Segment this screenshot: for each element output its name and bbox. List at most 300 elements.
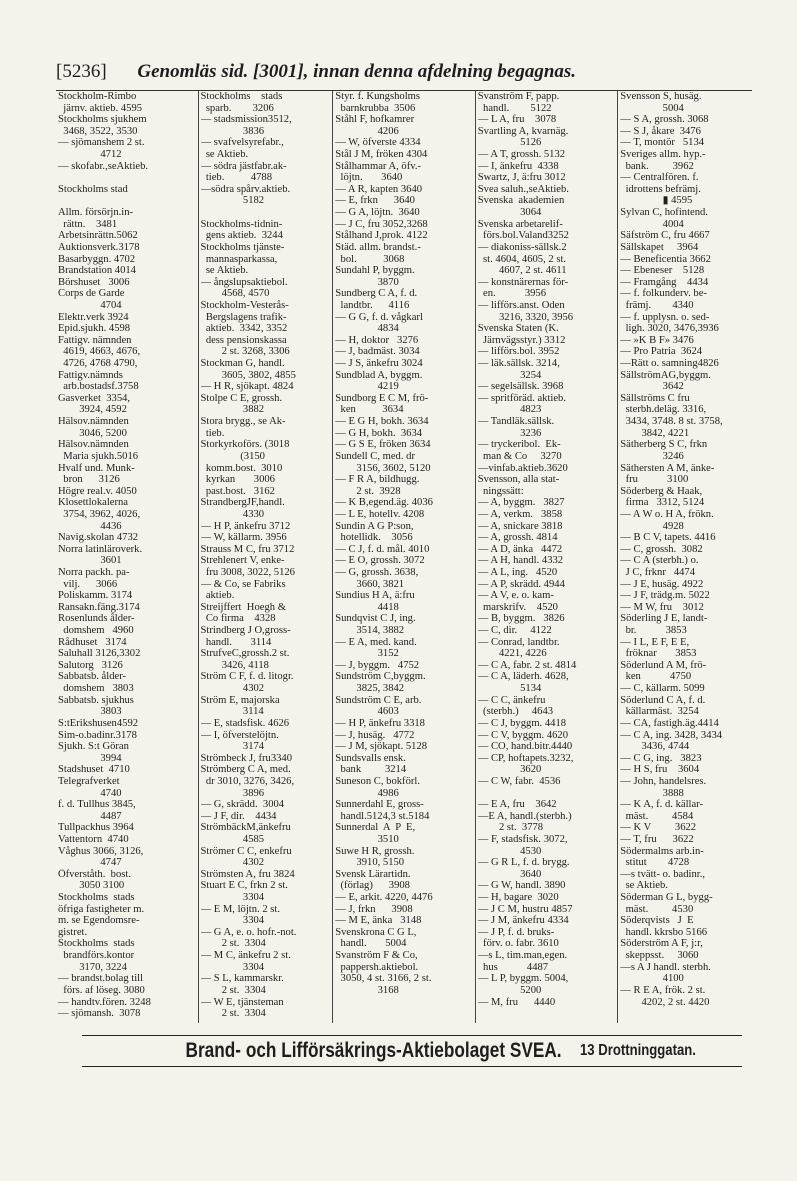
directory-entry-line: tieb. 4788 — [200, 172, 273, 184]
directory-entry-line: Strindberg J O,gross- — [200, 625, 291, 637]
directory-entry-line: Sätherberg S C, frkn — [620, 439, 708, 451]
directory-entry-line: Sundberg C A, f. d. — [335, 288, 418, 300]
directory-entry-line: komm.bost. 3010 — [200, 462, 283, 474]
directory-entry-line: — lifförs.anst. Oden — [477, 299, 565, 311]
directory-entry-line: — C, källarm. 5099 — [620, 683, 705, 695]
directory-entry-line: — skofabr.,seAktieb. — [58, 160, 149, 172]
directory-entry-line: handl. kkrsbo 5166 — [620, 926, 708, 938]
directory-entry-line: Stålhammar A, öfv.- — [335, 160, 422, 172]
directory-column-5 — [618, 91, 752, 1023]
directory-entry-line: mannasparkassa, — [200, 253, 278, 265]
directory-entry-line: 4530 — [477, 845, 542, 857]
directory-entry-line: — A P, skrädd. 4944 — [477, 578, 565, 590]
directory-entry-line: skeppsst. 3060 — [620, 950, 699, 962]
directory-entry-line: Svenskrona C G L, — [335, 926, 417, 938]
directory-entry-line: 3170, 3224 — [58, 961, 127, 973]
directory-entry-line: — sjömansh. 3078 — [58, 1008, 141, 1020]
directory-entry-line: domshem 3803 — [58, 683, 134, 695]
directory-entry-line: 3174 — [200, 741, 265, 753]
directory-entry-line: Navig.skolan 4732 — [58, 532, 139, 544]
directory-column-3 — [333, 91, 476, 1023]
directory-entry-line: marskrifv. 4520 — [477, 601, 558, 613]
directory-entry-line: hus 4487 — [477, 961, 549, 973]
directory-entry-line: — G W, handl. 3890 — [477, 880, 566, 892]
directory-entry-line: — A D, änka 4472 — [477, 543, 563, 555]
directory-entry-line: arb.bostadsf.3758 — [58, 381, 139, 393]
directory-entry-line: Sundin A G P:son, — [335, 520, 414, 532]
directory-entry-line: 3304 — [200, 961, 265, 973]
directory-column-4 — [476, 91, 619, 1023]
directory-entry-line: löjtn. 3640 — [335, 172, 403, 184]
directory-entry-line: — G, grossh. 3638, — [335, 566, 419, 578]
directory-entry-line: Svenska arbetarelif- — [477, 218, 563, 230]
directory-entry-line: Söderlund A M, frö- — [620, 659, 707, 671]
directory-entry-line: 3510 — [335, 834, 399, 845]
directory-entry-line: — C G, ing. 3823 — [620, 752, 702, 764]
directory-entry-line: brandförs.kontor — [58, 950, 135, 962]
directory-entry-line: 3050, 4 st. 3166, 2 st. — [335, 973, 432, 985]
directory-entry-line: 4747 — [58, 857, 122, 869]
directory-entry-line: 3888 — [620, 787, 684, 799]
directory-entry-line: — W, öfverste 4334 — [335, 137, 421, 149]
directory-entry-line: 3601 — [58, 555, 122, 567]
directory-entry-line: Co firma 4328 — [200, 613, 276, 625]
directory-entry-line: ken 3634 — [335, 404, 404, 416]
directory-entry-line: — H, bagare 3020 — [477, 892, 559, 904]
directory-entry-line: 2 st. 3928 — [335, 485, 401, 497]
directory-entry-line: st. 4604, 4605, 2 st. — [477, 253, 567, 265]
directory-entry-line: — A, grossh. 4814 — [477, 532, 558, 544]
directory-entry-line: fru 3100 — [620, 474, 689, 486]
directory-entry-line: — H R, sjökapt. 4824 — [200, 381, 294, 393]
directory-entry-line: Sundström C E, arb. — [335, 694, 422, 706]
directory-entry-line: — ångslupsaktiebol. — [200, 276, 288, 288]
directory-entry-line: — C A, ing. 3428, 3434 — [620, 729, 723, 741]
directory-entry-line: 3050 3100 — [58, 880, 125, 892]
directory-entry-line: — H, doktor 3276 — [335, 334, 419, 346]
directory-entry-line: — lifförs.bol. 3952 — [477, 346, 560, 358]
directory-entry-line: — J, badmäst. 3034 — [335, 346, 420, 358]
directory-entry-line: — C W, fabr. 4536 — [477, 775, 561, 787]
directory-entry-line: — M, fru 4440 — [477, 996, 556, 1008]
directory-entry-line: — svafvelsyrefabr., — [200, 137, 284, 149]
directory-entry-line: 2 st. 3304 — [200, 984, 266, 996]
directory-entry-line: förv. o. fabr. 3610 — [477, 938, 559, 950]
directory-entry-line: Stockholms stad — [58, 183, 128, 195]
directory-entry-line: barnkrubba 3506 — [335, 102, 416, 114]
directory-entry-line: Städ. allm. brandst.- — [335, 241, 421, 253]
directory-entry-line: — F R A, bildhugg. — [335, 474, 420, 486]
directory-entry-line: Sundahl P, byggm. — [335, 265, 415, 277]
directory-entry-line: hotellidk. 3056 — [335, 532, 413, 544]
directory-entry-line: 4206 — [335, 125, 399, 137]
directory-entry-line: — J M, änkefru 4334 — [477, 915, 569, 927]
directory-entry-line: Svea saluh.,seAktieb. — [477, 183, 569, 195]
directory-entry-line: domshem 4960 — [58, 625, 134, 637]
directory-entry-line: förs.bol.Valand3252 — [477, 230, 569, 242]
directory-entry-line: 3246 — [620, 450, 684, 462]
directory-entry-line: — S A, grossh. 3068 — [620, 114, 709, 126]
directory-entry-line: ken 4750 — [620, 671, 692, 683]
directory-entry-line: — C V, byggm. 4620 — [477, 729, 569, 741]
directory-entry-line: Gasverket 3354, — [58, 392, 131, 404]
directory-entry-line: Rosenlunds ålder- — [58, 613, 135, 625]
directory-entry-line: 3236 — [477, 427, 542, 439]
directory-entry-line: J C, frknr 4474 — [620, 566, 696, 578]
directory-entry-line: 3910, 5150 — [335, 857, 405, 869]
directory-entry-line: se Aktieb. — [620, 880, 668, 892]
directory-entry-line: Söderlund C A, f. d. — [620, 694, 706, 706]
directory-entry-line: — J, husäg. 4772 — [335, 729, 415, 741]
directory-entry-line: Stolpe C E, grossh. — [200, 392, 283, 404]
directory-entry-line: bol. 3068 — [335, 253, 405, 265]
directory-entry-line: — B, byggm. 3826 — [477, 613, 565, 625]
directory-entry-line: Fattigv.nämnds — [58, 369, 123, 381]
directory-entry-line: Styr. f. Kungsholms — [335, 91, 420, 102]
directory-entry-line: —s tvätt- o. badinr., — [620, 868, 706, 880]
directory-entry-line: Söderling J E, landt- — [620, 613, 708, 625]
directory-entry-line: — L A, fru 3078 — [477, 114, 557, 126]
directory-entry-line: Sundell C, med. dr — [335, 450, 415, 462]
directory-entry-line: — A V, e. o. kam- — [477, 590, 554, 602]
directory-entry-line: — & Co, se Fabriks — [200, 578, 286, 590]
directory-entry-line: — W E, tjänsteman — [200, 996, 284, 1008]
directory-entry-line: aktieb. 3342, 3352 — [200, 323, 288, 335]
directory-entry-line: Strauss M C, fru 3712 — [200, 543, 295, 555]
directory-entry-line: Hvalf und. Munk- — [58, 462, 135, 474]
directory-entry-line: ▮ 4595 — [620, 195, 693, 207]
directory-entry-line: 4302 — [200, 683, 265, 695]
directory-entry-line: — stadsmission3512, — [200, 114, 292, 126]
directory-entry-line: öfriga fastigheter m. — [58, 903, 145, 915]
directory-entry-line: Corps de Garde — [58, 288, 125, 300]
directory-entry-line: 4704 — [58, 299, 122, 311]
directory-entry-line: 4330 — [200, 508, 265, 520]
directory-entry-line: — L P, byggm. 5004, — [477, 973, 569, 985]
directory-entry-line: — G, skrädd. 3004 — [200, 799, 285, 811]
directory-entry-line: 3434, 3748. 8 st. 3758, — [620, 416, 723, 428]
directory-entry-line: en. 3956 — [477, 288, 547, 300]
directory-entry-line: järnv. aktieb. 4595 — [58, 102, 143, 114]
directory-entry-line: 4487 — [58, 810, 122, 822]
directory-entry-line: — C A, fabr. 2 st. 4814 — [477, 659, 577, 671]
directory-entry-line: 3825, 3842 — [335, 683, 405, 695]
directory-entry-line: Norra packh. pa- — [58, 566, 130, 578]
directory-entry-line: 4834 — [335, 323, 399, 335]
directory-entry-line: — G H, bokh. 3634 — [335, 427, 423, 439]
directory-entry-line: — G G, f. d. vågkarl — [335, 311, 423, 323]
directory-entry-line: Svensson S, husäg. — [620, 91, 702, 102]
directory-entry-line: 2 st. 3778 — [477, 822, 544, 834]
directory-entry-line: — CO, hand.bitr.4440 — [477, 741, 573, 753]
directory-entry-line: Våghus 3066, 3126, — [58, 845, 144, 857]
directory-entry-line: pappersh.aktiebol. — [335, 961, 419, 973]
directory-entry-line: — sjömanshem 2 st. — [58, 137, 145, 149]
directory-entry-line: man & Co 3270 — [477, 450, 562, 462]
directory-entry-line: 3605, 3802, 4855 — [200, 369, 296, 381]
directory-entry-line: 4726, 4768 4790, — [58, 358, 138, 370]
directory-entry-line: — handtv.fören. 3248 — [58, 996, 151, 1008]
directory-entry-line: 2 st. 3268, 3306 — [200, 346, 290, 358]
directory-entry-line: kyrkan 3006 — [200, 474, 275, 486]
directory-entry-line: Strömbeck J, fru3340 — [200, 752, 293, 764]
directory-entry-line: Stockholms tjänste- — [200, 241, 285, 253]
running-title: Genomläs sid. [3001], innan denna afdelning begagnas. — [137, 61, 577, 82]
directory-entry-line: — J M, sjökapt. 5128 — [335, 741, 428, 753]
directory-entry-line: — segelsällsk. 3968 — [477, 381, 564, 393]
directory-entry-line: — Beneficentia 3662 — [620, 253, 711, 265]
directory-entry-line: Söderman G L, bygg- — [620, 892, 713, 904]
directory-entry-line: —södra spårv.aktieb. — [200, 183, 291, 195]
directory-entry-line: — C J, byggm. 4418 — [477, 717, 567, 729]
directory-entry-line: Salutorg 3126 — [58, 659, 123, 671]
advertisement-address: 13 Drottninggatan. — [579, 1042, 696, 1059]
directory-entry-line: 3304 — [200, 915, 265, 927]
directory-entry-line: 4603 — [335, 706, 399, 718]
directory-entry-line: — T, fru 3622 — [620, 834, 694, 845]
directory-entry-line: — M E, änka 3148 — [335, 915, 422, 927]
directory-entry-line: Järnvägsstyr.) 3312 — [477, 334, 566, 346]
directory-entry-line: bank. 3962 — [620, 160, 694, 172]
directory-entry-line: 2 st. 3304 — [200, 938, 266, 950]
directory-entry-line: Stockholm-Vesterås- — [200, 299, 289, 311]
directory-columns — [56, 90, 752, 1023]
directory-entry-line: — E M, löjtn. 2 st. — [200, 903, 280, 915]
directory-column-1 — [56, 91, 199, 1023]
directory-entry-line: Sim-o.badinr.3178 — [58, 729, 137, 741]
directory-entry-line: — S L, kammarskr. — [200, 973, 284, 985]
directory-entry-line: — läk.sällsk. 3214, — [477, 358, 560, 370]
directory-entry-line: Stålhand J,prok. 4122 — [335, 230, 428, 242]
directory-entry-line: 4823 — [477, 404, 542, 416]
directory-entry-line: 2 st. 3304 — [200, 1008, 266, 1020]
directory-entry-line: Auktionsverk.3178 — [58, 241, 140, 253]
directory-entry-line: — J E, husäg. 4922 — [620, 578, 704, 590]
directory-entry-line: — Centralfören. f. — [620, 172, 699, 184]
directory-entry-line: Svanström F & Co, — [335, 950, 418, 962]
directory-entry-line: se Aktieb. — [200, 265, 249, 277]
directory-entry-line: Söderqvists J E — [620, 915, 694, 927]
directory-entry-line: 3640 — [477, 868, 542, 880]
directory-entry-line: — H S, fru 3604 — [620, 764, 700, 776]
directory-entry-line: Säfström C, fru 4667 — [620, 230, 710, 242]
directory-entry-line: 3754, 3962, 4026, — [58, 508, 141, 520]
directory-entry-line: — konstnärernas för- — [477, 276, 569, 288]
directory-entry-line: Sunnerdal A P E, — [335, 822, 416, 834]
directory-entry-line: Stockholms stads — [200, 91, 283, 102]
directory-entry-line: 4619, 4663, 4676, — [58, 346, 141, 358]
directory-entry-line: Sundsvalls ensk. — [335, 752, 406, 764]
directory-entry-line: — I, öfverstelöjtn. — [200, 729, 279, 741]
directory-entry-line: — C C, änkefru — [477, 694, 546, 706]
directory-entry-line: — B C V, tapets. 4416 — [620, 532, 716, 544]
directory-entry-line: Stockholms sjukhem — [58, 114, 147, 126]
directory-entry-line: — J C M, hustru 4857 — [477, 903, 573, 915]
directory-entry-line: — C A (sterbh.) o. — [620, 555, 699, 567]
directory-entry-line: —E A, handl.(sterbh.) — [477, 810, 572, 822]
directory-entry-line: — J F, trädg.m. 5022 — [620, 590, 710, 602]
directory-entry-line: Sjukh. S:t Göran — [58, 741, 129, 753]
directory-entry-line: Sabbatsb. sjukhus — [58, 694, 134, 706]
directory-entry-line: dess pensionskassa — [200, 334, 287, 346]
directory-entry-line: — spritföräd. aktieb. — [477, 392, 567, 404]
directory-entry-line: — E A, fru 3642 — [477, 799, 557, 811]
directory-entry-line — [201, 207, 330, 219]
directory-entry-line: — G S E, fröken 3634 — [335, 439, 431, 451]
directory-entry-line: — Pro Patria 3624 — [620, 346, 703, 358]
directory-entry-line: Strömsten A, fru 3824 — [200, 868, 295, 880]
directory-entry-line: 3168 — [335, 984, 399, 996]
directory-entry-line: — C, grossh. 3082 — [620, 543, 703, 555]
directory-entry-line: — J S, änkefru 3024 — [335, 358, 423, 370]
directory-entry-line: — CP, hoftapets.3232, — [477, 752, 574, 764]
directory-entry-line: 3064 — [477, 207, 542, 219]
directory-entry-line: sparb. 3206 — [200, 102, 274, 114]
directory-entry-line: 3426, 4118 — [200, 659, 269, 671]
directory-entry-line: Rådhuset 3174 — [58, 636, 127, 648]
directory-entry-line: Epid.sjukh. 4598 — [58, 323, 131, 335]
directory-entry-line: — diakoniss-sällsk.2 — [477, 241, 567, 253]
directory-entry-line: (3150 — [200, 450, 265, 462]
directory-entry-line: handl. 3114 — [200, 636, 272, 648]
directory-entry-line: 4585 — [200, 834, 265, 845]
directory-entry-line: tieb. — [200, 427, 225, 439]
directory-entry-line: Streijffert Hoegh & — [200, 601, 286, 613]
directory-entry-line: Elektr.verk 3924 — [58, 311, 129, 323]
directory-entry-line: stitut 4728 — [620, 857, 690, 869]
directory-entry-line: Klosettlokalerna — [58, 497, 129, 509]
directory-entry-line: Strehlenert V, enke- — [200, 555, 285, 567]
directory-entry-line: —Rätt o. samning4826 — [620, 358, 719, 370]
directory-entry-line: br. 3853 — [620, 625, 687, 637]
directory-entry-line: 3114 — [200, 706, 264, 718]
directory-entry-line: 3468, 3522, 3530 — [58, 125, 138, 137]
directory-entry-line: källarmäst. 3254 — [620, 706, 699, 718]
directory-entry-line: handl.5124,3 st.5184 — [335, 810, 430, 822]
directory-entry-line: 3870 — [335, 276, 399, 288]
directory-entry-line: 4418 — [335, 601, 399, 613]
directory-entry-line: Sabbatsb. ålder- — [58, 671, 127, 683]
directory-entry-line: Sundqvist C J, ing. — [335, 613, 416, 625]
directory-entry-line: — F, stadsfisk. 3072, — [477, 834, 568, 845]
directory-entry-line: Telegrafverket — [58, 775, 120, 787]
directory-entry-line: firma 3312, 5124 — [620, 497, 705, 509]
directory-entry-line: — f. folkunderv. be- — [620, 288, 707, 300]
page-header — [56, 58, 756, 86]
directory-entry-line: — E, arkit. 4220, 4476 — [335, 892, 433, 904]
directory-entry-line: 4100 — [620, 973, 684, 985]
directory-entry-line: Söderström A F, j:r, — [620, 938, 703, 950]
directory-entry-line: (sterbh.) 4643 — [477, 706, 554, 718]
directory-entry-line: Stora brygg., se Ak- — [200, 416, 286, 428]
directory-entry-line: — H P, änkefru 3712 — [200, 520, 291, 532]
directory-entry-line: Strömberg C A, med. — [200, 764, 291, 776]
directory-entry-line: 4986 — [335, 787, 399, 799]
directory-entry-line: — E A, med. kand. — [335, 636, 417, 648]
directory-entry-line: 4219 — [335, 381, 399, 393]
directory-entry-line: — G A, e. o. hofr.-not. — [200, 926, 297, 938]
directory-entry-line: 3994 — [58, 752, 122, 764]
directory-entry-line: S:tErikshusen4592 — [58, 717, 139, 729]
directory-entry-line: 4607, 2 st. 4611 — [477, 265, 567, 277]
directory-entry-line: — E, frkn 3640 — [335, 195, 415, 207]
directory-entry-line: — CA, fastigh.äg.4414 — [620, 717, 719, 729]
directory-entry-line: 3216, 3320, 3956 — [477, 311, 574, 323]
directory-entry-line: Sundblad A, byggm. — [335, 369, 423, 381]
directory-entry-line: m. se Egendomsre- — [58, 915, 140, 927]
directory-column-2 — [199, 91, 334, 1023]
directory-entry-line: 3304 — [200, 892, 265, 904]
directory-entry-line: — H P, änkefru 3318 — [335, 717, 425, 729]
directory-entry-line: — E O, grossh. 3072 — [335, 555, 425, 567]
directory-entry-line: — J F, dir. 4434 — [200, 810, 277, 822]
directory-entry-line: 4568, 4570 — [200, 288, 270, 300]
directory-entry-line: bron 3126 — [58, 474, 120, 486]
directory-entry-line: — J, byggm. 4752 — [335, 659, 420, 671]
directory-entry-line: — E G H, bokh. 3634 — [335, 416, 429, 428]
directory-entry-line: — A W o. H A, frökn. — [620, 508, 714, 520]
directory-entry-line: 3842, 4221 — [620, 427, 690, 439]
directory-entry-line: Stuart E C, frkn 2 st. — [200, 880, 288, 892]
directory-entry-line: — Conrad, landtbr. — [477, 636, 560, 648]
directory-entry-line: Fattigv. nämnden — [58, 334, 132, 346]
directory-entry-line: Sylvan C, hofintend. — [620, 207, 708, 219]
directory-entry-line: dr 3010, 3276, 3426, — [200, 775, 295, 787]
directory-entry-line: — C, dir. 4122 — [477, 625, 552, 637]
page-number: [5236] — [56, 61, 107, 82]
directory-entry-line: — John, handelsres. — [620, 775, 707, 787]
directory-entry-line: — I, änkefru 4338 — [477, 160, 559, 172]
directory-entry-line: — A L, ing. 4520 — [477, 566, 558, 578]
directory-entry-line: 4004 — [620, 218, 684, 230]
directory-entry-line: Svenska Staten (K. — [477, 323, 559, 335]
directory-entry-line: — A H, handl. 4332 — [477, 555, 564, 567]
directory-entry-line: Poliskamm. 3174 — [58, 590, 133, 602]
directory-entry-line: Storkyrkoförs. (3018 — [200, 439, 290, 451]
advertisement-banner — [82, 1035, 742, 1067]
directory-entry-line: — A, snickare 3818 — [477, 520, 563, 532]
directory-entry-line: Ström C F, f. d. litogr. — [200, 671, 294, 683]
directory-entry-line: 3660, 3821 — [335, 578, 405, 590]
directory-entry-line: Söderberg & Haak, — [620, 485, 703, 497]
directory-entry-line: — W, källarm. 3956 — [200, 532, 287, 544]
directory-entry-line: förs. af löseg. 3080 — [58, 984, 145, 996]
directory-entry-line: 4740 — [58, 787, 122, 799]
directory-entry-line: 3046, 5200 — [58, 427, 127, 439]
directory-entry-line: SällströmAG,byggm. — [620, 369, 711, 381]
directory-entry-line: ligh. 3020, 3476,3936 — [620, 323, 719, 335]
directory-entry-line: Öfverståth. bost. — [58, 868, 131, 880]
directory-entry-line: — M W, fru 3012 — [620, 601, 704, 613]
directory-entry-line: 3156, 3602, 5120 — [335, 462, 431, 474]
directory-entry-line: Swartz, J, ä:fru 3012 — [477, 172, 566, 184]
directory-entry-line: aktieb. — [200, 590, 235, 602]
directory-entry-line: Maria sjukh.5016 — [58, 450, 139, 462]
directory-entry-line: Sunnerdahl E, gross- — [335, 799, 424, 811]
directory-entry-line: 4436 — [58, 520, 122, 532]
directory-entry-line: 3803 — [58, 706, 122, 718]
directory-entry-line: — G R L, f. d. brygg. — [477, 857, 570, 869]
advertisement-company: Brand- och Lifförsäkrings-Aktiebolaget SVEA. — [185, 1039, 562, 1062]
directory-entry-line: fröknar 3853 — [620, 648, 697, 660]
directory-entry-line: — C A, läderh. 4628, — [477, 671, 569, 683]
directory-entry-line: Suneson C, bokförl. — [335, 775, 420, 787]
directory-entry-line: (förlag) 3908 — [335, 880, 410, 892]
directory-entry-line: — E, stadsfisk. 4626 — [200, 717, 290, 729]
directory-entry-line: — K B,egend.äg. 4036 — [335, 497, 433, 509]
directory-entry-line: Stockholms stads — [58, 892, 135, 904]
directory-entry-line: Vattentorn 4740 — [58, 834, 129, 845]
